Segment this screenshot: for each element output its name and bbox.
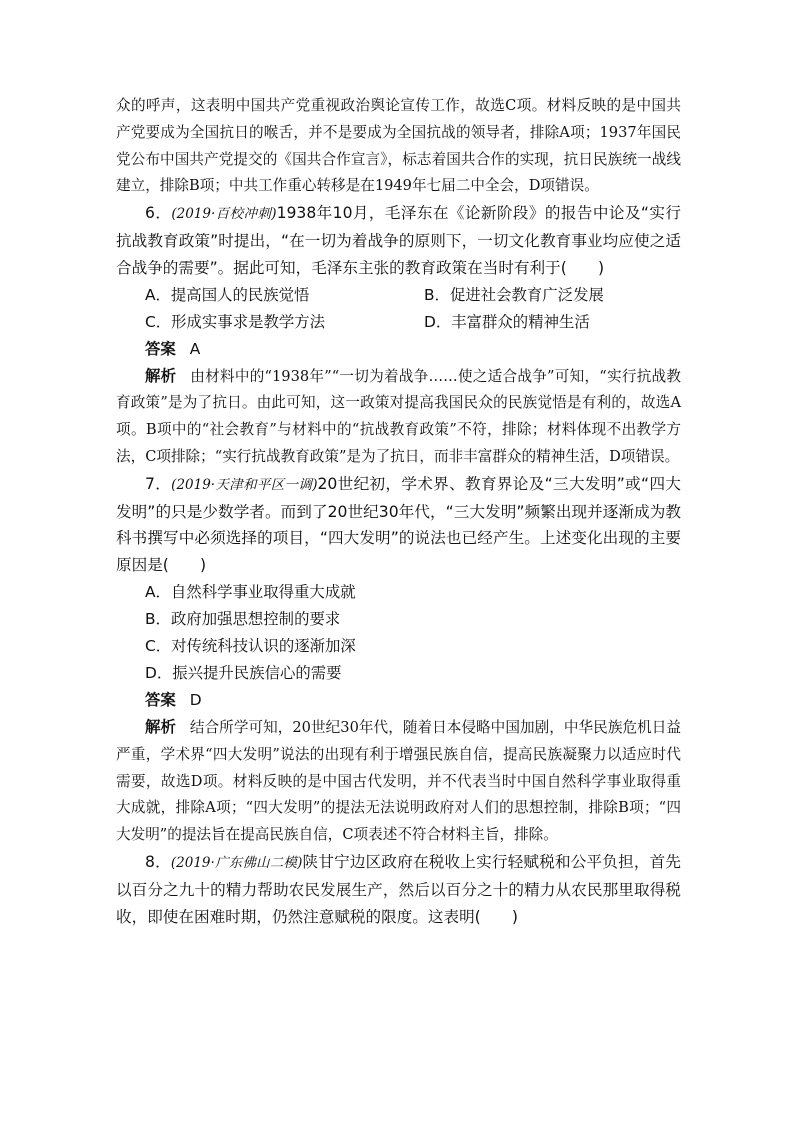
explanation-label: 解析	[145, 366, 177, 385]
document-page	[116, 93, 681, 930]
question-7-number: 7．	[145, 474, 172, 493]
question-8-source: (2019·广东佛山二模)	[170, 854, 303, 871]
question-7-option-c: C．对传统科技认识的逐渐加深	[145, 636, 356, 655]
question-8-text: 陕甘宁边区政府在税收上实行轻赋税和公平负担，首先以百分之九十的精力帮助农民发展生产，然后以百分之十的精力从农民那里取得税收，即使在困难时期，仍然注意赋税的限度。这表明( )	[116, 852, 681, 926]
question-7-option-b-row	[116, 606, 681, 633]
question-8-stem	[116, 849, 681, 930]
carryover-explanation: 众的呼声，这表明中国共产党重视政治舆论宣传工作，故选C项。材料反映的是中国共产党要成为全国抗日的喉舌，并不是要成为全国抗战的领导者，排除A项；1937年国民党公布中国共产党提交的《国共合作宣言》，标志着国共合作的实现，抗日民族统一战线建立，排除B项；中共工作重心转移是在1949年七届二中全会，D项错误。	[116, 97, 681, 195]
question-6-answer	[116, 336, 681, 363]
question-6-option-a: A．提高国人的民族觉悟	[145, 285, 310, 304]
question-7-option-a: A．自然科学事业取得重大成就	[145, 582, 356, 601]
question-7-option-c-row	[116, 633, 681, 660]
explanation-text: 由材料中的“1938年”“一切为着战争……使之适合战争”可知，“实行抗战教育政策”是为了抗日。由此可知，这一政策对提高我国民众的民族觉悟是有利的，故选A项。B项中的“社会教育”与材料中的“抗战教育政策”不符，排除；材料体现不出教学方法，C项排除；“实行抗战教育政策”是为了抗日，而非丰富群众的精神生活，D项错误。	[116, 367, 681, 465]
question-7-explanation	[116, 714, 681, 849]
question-7-option-d-row	[116, 660, 681, 687]
answer-label: 答案	[145, 690, 176, 709]
question-6-explanation	[116, 363, 681, 471]
answer-value: D	[189, 690, 202, 709]
question-7-option-b: B．政府加强思想控制的要求	[145, 609, 341, 628]
question-7-stem	[116, 471, 681, 579]
question-6-option-b: B．促进社会教育广泛发展	[424, 285, 604, 304]
question-7-answer	[116, 687, 681, 714]
question-7-option-d: D．振兴提升民族信心的需要	[145, 663, 342, 682]
question-7-option-a-row	[116, 579, 681, 606]
question-7-text: 20世纪初，学术界、教育界论及“三大发明”或“四大发明”的只是少数学者。而到了20世纪30年代，“三大发明”频繁出现并逐渐成为教科书撰写中必须选择的项目，“四大发明”的说法也已经产生。上述变化出现的主要原因是( )	[116, 474, 681, 575]
explanation-label: 解析	[145, 717, 176, 736]
question-6-stem	[116, 200, 681, 281]
question-6-option-c: C．形成实事求是教学方法	[145, 312, 326, 331]
answer-value: A	[189, 339, 201, 358]
question-8-number: 8．	[145, 852, 171, 871]
answer-label: 答案	[145, 339, 176, 358]
question-6-number: 6．	[145, 204, 172, 223]
explanation-text: 结合所学可知，20世纪30年代，随着日本侵略中国加剧，中华民族危机日益严重，学术界“四大发明”说法的出现有利于增强民族自信，提高民族凝聚力以适应时代需要，故选D项。材料反映的是中国古代发明，并不代表当时中国自然科学事业取得重大成就，排除A项；“四大发明”的提法无法说明政府对人们的思想控制，排除B项；“四大发明”的提法旨在提高民族自信，C项表述不符合材料主旨，排除。	[116, 718, 681, 844]
question-6-options-row-1	[116, 282, 681, 309]
question-6-option-d: D．丰富群众的精神生活	[424, 312, 590, 331]
question-7-source: (2019·天津和平区一调)	[171, 476, 318, 493]
question-6-source: (2019·百校冲刺)	[171, 206, 277, 223]
question-6-text: 1938年10月，毛泽东在《论新阶段》的报告中论及“实行抗战教育政策”时提出，“在一切为着战争的原则下，一切文化教育事业均应使之适合战争的需要”。据此可知，毛泽东主张的教育政策在当时有利于( )	[116, 204, 682, 277]
question-6-options-row-2	[116, 309, 681, 336]
